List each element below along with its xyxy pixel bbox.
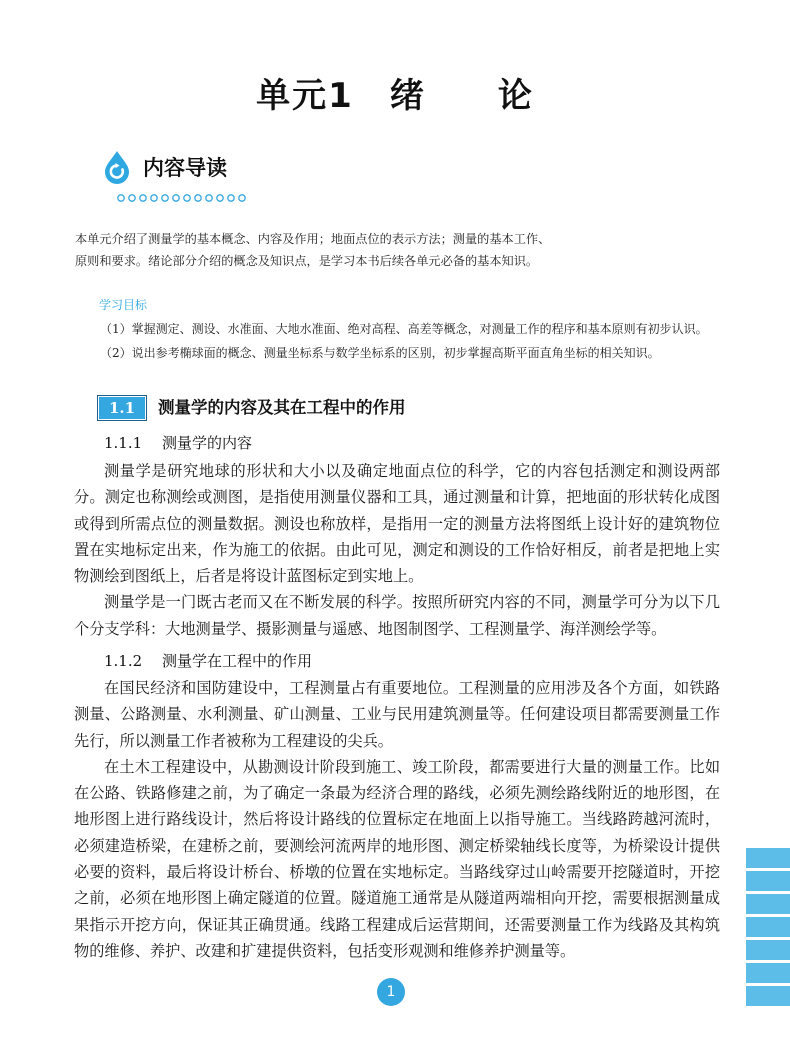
thumb-tab [746,894,790,914]
subsection-number: 1.1.1 [104,434,143,452]
chapter-thumb-tabs [746,848,790,1009]
learning-goal-item: （2）说出参考椭球面的概念、测量坐标系与数学坐标系的区别，初步掌握高斯平面直角坐标的相关知识。 [100,346,660,360]
thumb-tab [746,963,790,983]
thumb-tab [746,917,790,937]
subsection-heading [104,432,252,453]
page-number: 1 [377,978,405,1006]
subsection-title: 测量学的内容 [162,434,253,452]
thumb-tab [746,986,790,1006]
thumb-tab [746,848,790,868]
paragraph: 测量学是研究地球的形状和大小以及确定地面点位的科学，它的内容包括测定和测设两部分。测定也称测绘或测图，是指使用测量仪器和工具，通过测量和计算，把地面的形状转化成图或得到所需点位的测量数据。测设也称放样，是指用一定的测量方法将图纸上设计好的建筑物位置在实地标定出来，作为施工的依据。由此可见，测定和测设的工作恰好相反，前者是把地上实物测绘到图纸上，后者是将设计蓝图标定到实地上。 [74,462,720,586]
learning-goals-label: 学习目标 [99,298,148,312]
thumb-tab [746,940,790,960]
unit-number: 单元1 [256,76,354,116]
learning-goal-item: （1）掌握测定、测设、水准面、大地水准面、绝对高程、高差等概念，对测量工作的程序和基本原则有初步认识。 [100,322,708,336]
unit-title-char-2: 论 [497,76,534,116]
section-number-badge: 1.1 [99,397,145,419]
unit-title [0,68,790,117]
paragraph: 在土木工程建设中，从勘测设计阶段到施工、竣工阶段，都需要进行大量的测量工作。比如在公路、铁路修建之前，为了确定一条最为经济合理的路线，必须先测绘路线附近的地形图，在地形图上进行路线设计，然后将设计路线的位置标定在地面上以指导施工。当线路跨越河流时，必须建造桥梁，在建桥之前，要测绘河流两岸的地形图、测定桥梁轴线长度等，为桥梁设计提供必要的资料，最后将设计桥台、桥墩的位置在实地标定。当路线穿过山岭需要开挖隧道时，开挖之前，必须在地形图上确定隧道的位置。隧道施工通常是从隧道两端相向开挖，需要根据测量成果指示开挖方向，保证其正确贯通。线路工程建成后运营期间，还需要测量工作为线路及其构筑物的维修、养护、改建和扩建提供资料，包括变形观测和维修养护测量等。 [74,757,720,960]
paragraph: 在国民经济和国防建设中，工程测量占有重要地位。工程测量的应用涉及各个方面，如铁路测量、公路测量、水利测量、矿山测量、工业与民用建筑测量等。任何建设项目都需要测量工作先行，所以测量工作者被称为工程建设的尖兵。 [74,679,720,750]
content-guide-title: 内容导读 [143,156,227,180]
subsection-number: 1.1.2 [104,652,143,670]
dotted-divider [116,193,246,203]
section-title: 测量学的内容及其在工程中的作用 [158,398,406,417]
thumb-tab [746,871,790,891]
water-drop-icon [103,150,131,184]
subsection-heading [104,650,312,671]
paragraph: 测量学是一门既古老而又在不断发展的科学。按照所研究内容的不同，测量学可分为以下几个分支学科：大地测量学、摄影测量与遥感、地图制图学、工程测量学、海洋测绘学等。 [74,593,720,638]
subsection-body [74,458,720,642]
unit-title-char-1: 绪 [389,76,426,116]
subsection-body [74,675,720,964]
subsection-title: 测量学在工程中的作用 [162,652,313,670]
intro-text: 本单元介绍了测量学的基本概念、内容及作用；地面点位的表示方法；测量的基本工作、原则和要求。绪论部分介绍的概念及知识点，是学习本书后续各单元必备的基本知识。 [75,232,551,268]
